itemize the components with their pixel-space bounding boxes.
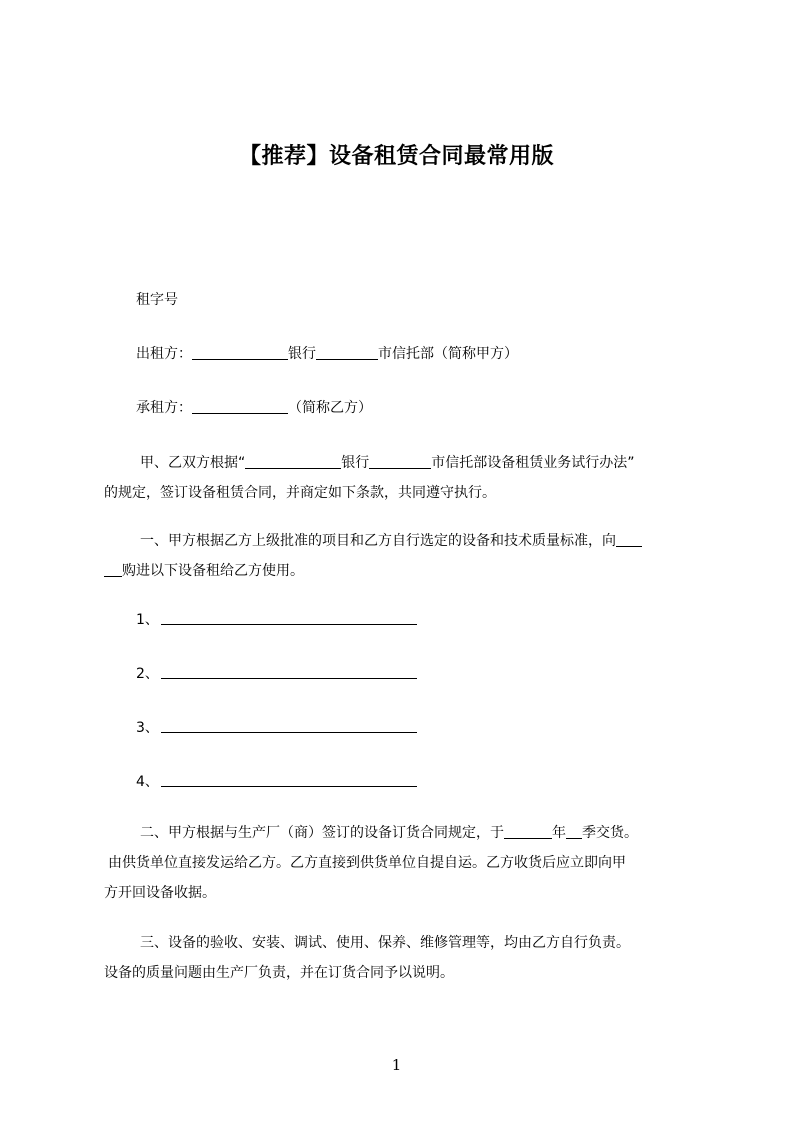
equipment-item — [136, 770, 417, 794]
preamble-suffix: 市信托部设备租赁业务试行办法” — [431, 455, 635, 471]
clause-2-paragraph — [104, 818, 704, 908]
lessor-label: 出租方： — [136, 346, 192, 362]
lessee-suffix: （简称乙方） — [288, 400, 372, 416]
document-title: 【推荐】设备租赁合同最常用版 — [238, 144, 554, 169]
equipment-item — [136, 716, 417, 740]
clause-3-paragraph — [104, 928, 704, 988]
equipment-item-blank — [161, 610, 417, 625]
preamble-line-1 — [104, 448, 704, 478]
clause-3-line-1: 三、设备的验收、安装、调试、使用、保养、维修管理等，均由乙方自行负责。 — [140, 935, 630, 951]
clause-3-line-2: 设备的质量问题由生产厂负责，并在订货合同予以说明。 — [104, 965, 454, 981]
preamble-line-2: 的规定，签订设备租赁合同，并商定如下条款，共同遵守执行。 — [104, 485, 496, 501]
lessor-line — [136, 342, 518, 366]
clause-2-line-3: 方开回设备收据。 — [104, 885, 216, 901]
lessee-name-blank — [192, 397, 288, 414]
equipment-item-label: 3、 — [136, 720, 159, 736]
preamble-bank: 银行 — [341, 455, 370, 471]
preamble-prefix: 甲、乙双方根据“ — [140, 455, 246, 471]
equipment-item-blank — [161, 664, 417, 679]
clause-1-supplier-blank-a — [616, 530, 642, 547]
equipment-item-label: 1、 — [136, 612, 159, 628]
clause-2-prefix: 二、甲方根据与生产厂（商）签订的设备订货合同规定，于 — [140, 825, 504, 841]
clause-1-line-2 — [104, 556, 704, 586]
lessor-bank-suffix: 银行 — [288, 346, 316, 362]
lessee-line — [136, 396, 372, 420]
page-number: 1 — [391, 1056, 402, 1074]
equipment-item-label: 2、 — [136, 666, 159, 682]
lessor-city-blank — [316, 343, 378, 360]
clause-1-text-2: 购进以下设备租给乙方使用。 — [122, 563, 304, 579]
equipment-item-blank — [161, 772, 417, 787]
lessor-suffix: 市信托部（简称甲方） — [378, 346, 518, 362]
clause-1-paragraph — [104, 526, 704, 586]
clause-2-year-blank — [504, 822, 552, 839]
clause-2-quarter-blank — [566, 822, 582, 839]
clause-2-line-1 — [104, 818, 704, 848]
clause-2-line-2: 由供货单位直接发运给乙方。乙方直接到供货单位自提自运。乙方收货后应立即向甲 — [108, 855, 626, 871]
clause-1-supplier-blank-b — [104, 560, 122, 577]
clause-2-suffix: 季交货。 — [582, 825, 638, 841]
equipment-item-label: 4、 — [136, 774, 159, 790]
preamble-paragraph — [104, 448, 704, 508]
contract-number-label: 租字号 — [136, 292, 178, 308]
clause-1-line-1 — [104, 526, 704, 556]
clause-2-year: 年 — [552, 825, 566, 841]
clause-1-text: 一、甲方根据乙方上级批准的项目和乙方自行选定的设备和技术质量标准，向 — [140, 533, 616, 549]
lessor-bank-blank — [192, 343, 288, 360]
preamble-bank-blank — [245, 452, 341, 469]
equipment-item — [136, 662, 417, 686]
equipment-item-blank — [161, 718, 417, 733]
equipment-item — [136, 608, 417, 632]
preamble-city-blank — [369, 452, 431, 469]
lessee-label: 承租方： — [136, 400, 192, 416]
